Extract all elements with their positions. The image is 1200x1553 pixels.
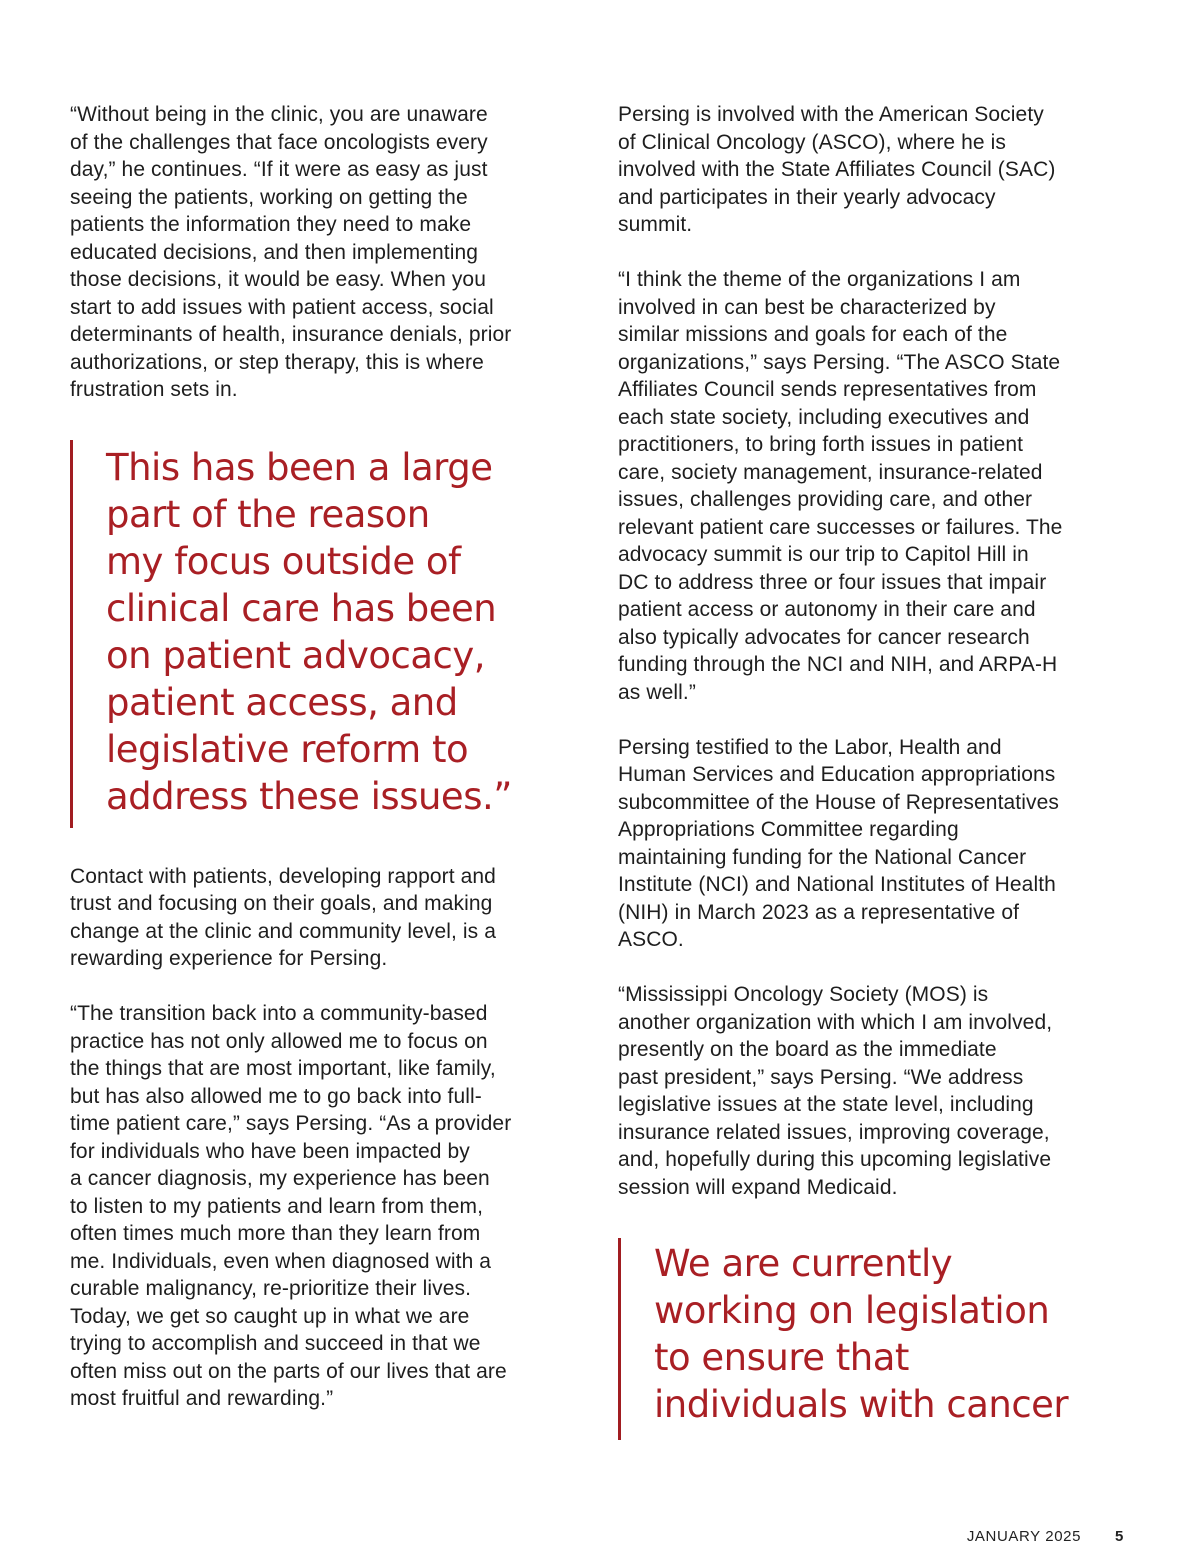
page-footer bbox=[967, 1528, 1124, 1545]
paragraph-gap bbox=[618, 239, 1133, 267]
pull-quote: This has been a large part of the reason my focus outside of clinical care has been on patient advocacy, patient access, and legislative reform to address these issues.” bbox=[70, 440, 580, 828]
body-paragraph: Contact with patients, developing rapport and trust and focusing on their goals, and making change at the clinic and community level, is a rewarding experience for Persing. bbox=[70, 864, 496, 970]
body-paragraph: “Mississippi Oncology Society (MOS) is another organization with which I am involved, presently on the board as the immediate past president,” says Persing. “We address legislative issues at the state level, including insurance related issues, improving coverage, and, hopefully during this upcoming legislative session will expand Medicaid. bbox=[618, 983, 1053, 1199]
body-paragraph: “The transition back into a community-based practice has not only allowed me to focus on the things that are most important, like family, but has also allowed me to go back into full- time patient care,” says Persing. “As a provider for individuals who have been impacted by a cancer diagnosis, my experience has been to listen to my patients and learn from them, often times much more than they learn from me. Individuals, even when diagnosed with a curable malignancy, re-prioritize their lives. Today, we get so caught up in what we are trying to accomplish and succeed in that we often miss out on the parts of our lives that are most fruitful and rewarding.” bbox=[70, 1002, 512, 1410]
paragraph-gap bbox=[618, 706, 1133, 734]
pull-quote: We are currently working on legislation to ensure that individuals with cancer bbox=[618, 1238, 1133, 1440]
paragraph-gap bbox=[618, 954, 1133, 982]
left-column bbox=[70, 101, 580, 1413]
right-column bbox=[618, 101, 1133, 1440]
page-number: 5 bbox=[1115, 1528, 1124, 1545]
issue-date: JANUARY 2025 bbox=[966, 1528, 1082, 1545]
body-paragraph: “Without being in the clinic, you are unaware of the challenges that face oncologists every day,” he continues. “If it were as easy as just seeing the patients, working on getting the patients the information they need to make educated decisions, and then implementing those decisions, it would be easy. When you start to add issues with patient access, social determinants of health, insurance denials, prior authorizations, or step therapy, this is where frustration sets in. bbox=[70, 103, 512, 401]
body-paragraph: “I think the theme of the organizations I am involved in can best be characterized by similar missions and goals for each of the organizations,” says Persing. “The ASCO State Affiliates Council sends representatives from each state society, including executives and practitioners, to bring forth issues in patient care, society management, insurance-related issues, challenges providing care, and other relevant patient care successes or failures. The advocacy summit is our trip to Capitol Hill in DC to address three or four issues that impair patient access or autonomy in their care and also typically advocates for cancer research funding through the NCI and NIH, and ARPA-H as well.” bbox=[618, 268, 1063, 704]
body-paragraph: Persing testified to the Labor, Health and Human Services and Education appropriations subcommittee of the House of Representatives Appropriations Committee regarding maintaining funding for the National Cancer Institute (NCI) and National Institutes of Health (NIH) in March 2023 as a representative of ASCO. bbox=[618, 735, 1059, 951]
paragraph-gap bbox=[70, 973, 580, 1001]
body-paragraph: Persing is involved with the American Society of Clinical Oncology (ASCO), where he is involved with the State Affiliates Council (SAC) and participates in their yearly advocacy summit. bbox=[618, 103, 1056, 236]
